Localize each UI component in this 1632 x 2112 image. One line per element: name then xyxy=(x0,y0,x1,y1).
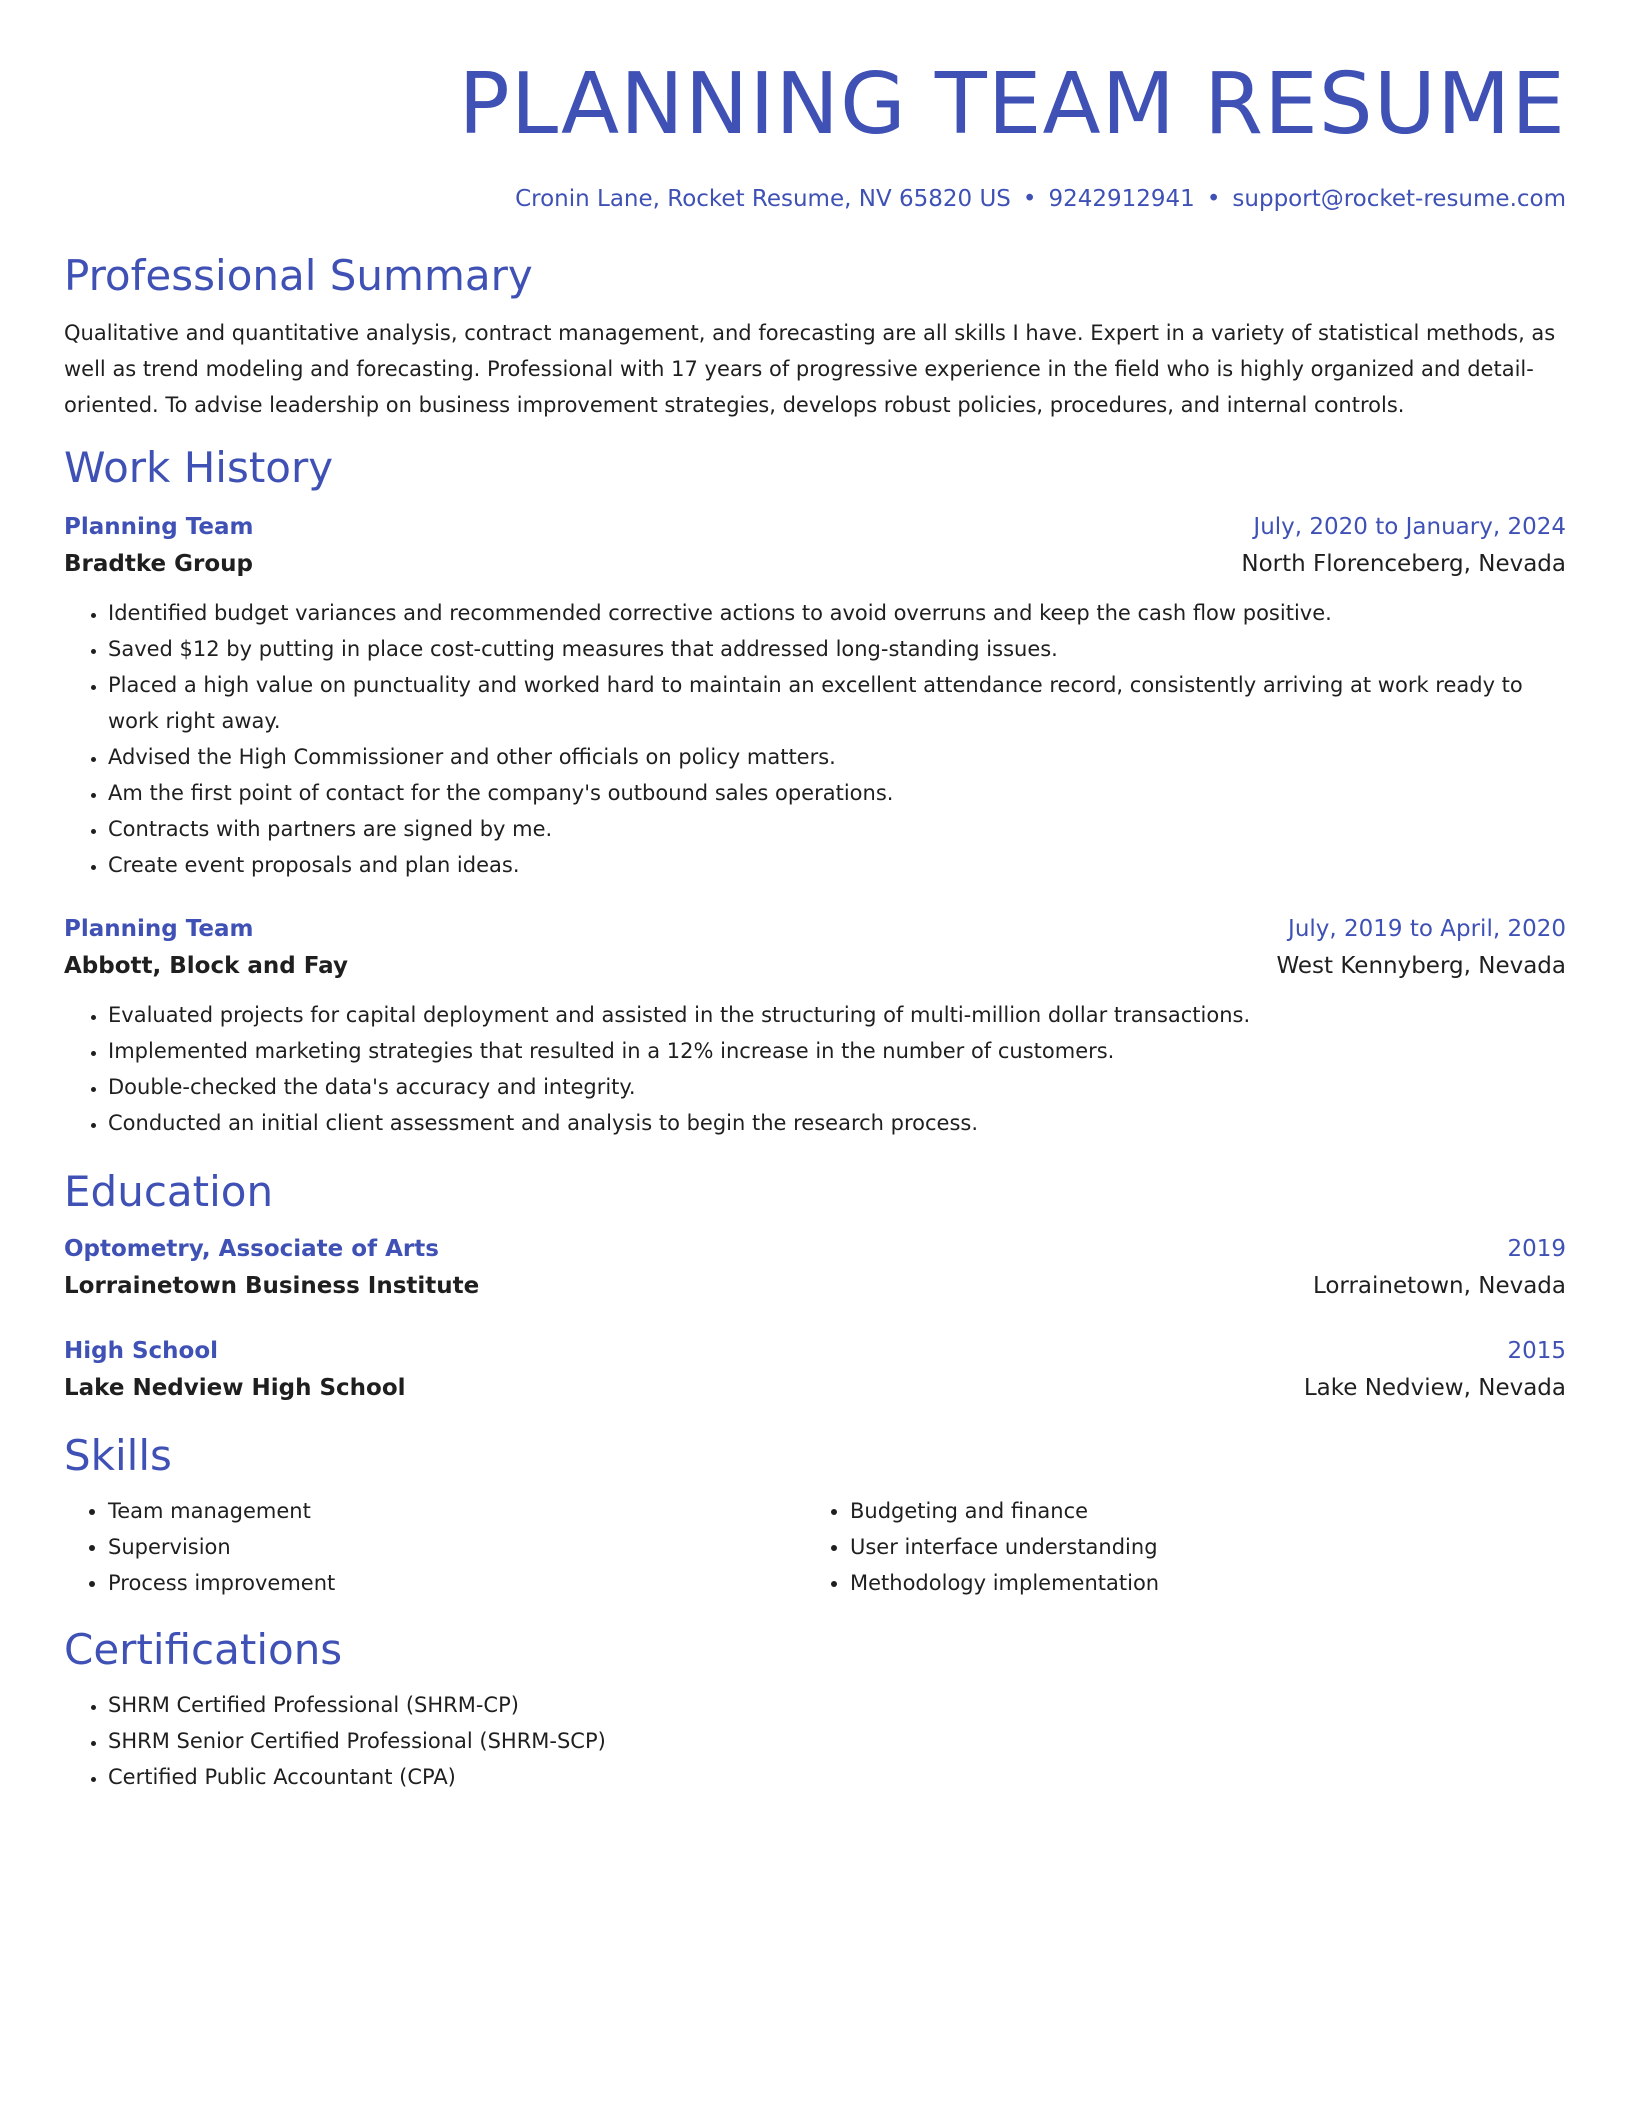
certification-item: • SHRM Certified Professional (SHRM-CP) xyxy=(108,1687,1566,1723)
skill-item: • Methodology implementation xyxy=(850,1565,1548,1601)
education-school: Lake Nedview High School xyxy=(64,1375,406,1401)
certification-item: • SHRM Senior Certified Professional (SHRM-SCP) xyxy=(108,1723,1566,1759)
job-location: West Kennyberg, Nevada xyxy=(1276,953,1566,979)
summary-text: Qualitative and quantitative analysis, contract management, and forecasting are all skills I have. Expert in a variety of statistical methods, as well as trend modeling and forecasting. Professional with 17 years of progressive experience in the field who is highly organized and detail-oriented. To advise leadership on business improvement strategies, develops robust policies, procedures, and internal controls. xyxy=(64,321,1556,417)
contact-phone: 9242912941 xyxy=(1048,186,1195,212)
contact-line xyxy=(64,184,1566,214)
education-location: Lake Nedview, Nevada xyxy=(1303,1375,1566,1401)
certification-item: • Certified Public Accountant (CPA) xyxy=(108,1759,1566,1795)
job-bullets xyxy=(64,997,1566,1141)
education-entry xyxy=(64,1333,1566,1407)
job-bullet: • Am the first point of contact for the company's outbound sales operations. xyxy=(108,775,1566,811)
job-dates: July, 2019 to April, 2020 xyxy=(1288,916,1566,942)
job-bullet: • Conducted an initial client assessment and analysis to begin the research process. xyxy=(108,1105,1566,1141)
skills-section xyxy=(64,1429,1566,1601)
certifications-section xyxy=(64,1623,1566,1795)
education-degree: Optometry, Associate of Arts xyxy=(64,1236,439,1262)
skill-item: • Supervision xyxy=(108,1529,806,1565)
contact-address: Cronin Lane, Rocket Resume, NV 65820 US xyxy=(515,186,1011,212)
job-bullet: • Contracts with partners are signed by me. xyxy=(108,811,1566,847)
job-bullets xyxy=(64,595,1566,883)
section-title-summary: Professional Summary xyxy=(64,251,533,300)
job-bullet: • Saved $12 by putting in place cost-cutting measures that addressed long-standing issues. xyxy=(108,631,1566,667)
education-degree: High School xyxy=(64,1338,219,1364)
job-bullet: • Implemented marketing strategies that resulted in a 12% increase in the number of customers. xyxy=(108,1033,1566,1069)
job-entry xyxy=(64,911,1566,1141)
section-title-certifications: Certifications xyxy=(64,1625,343,1674)
education-section xyxy=(64,1165,1566,1407)
skills-columns xyxy=(64,1493,1566,1601)
work-history-section xyxy=(64,441,1566,1141)
section-title-education: Education xyxy=(64,1167,274,1216)
skills-column-right xyxy=(806,1493,1548,1601)
education-location: Lorrainetown, Nevada xyxy=(1312,1273,1566,1299)
job-bullet: • Identified budget variances and recommended corrective actions to avoid overruns and keep the cash flow positive. xyxy=(108,595,1566,631)
section-title-skills: Skills xyxy=(64,1431,172,1480)
job-bullet: • Create event proposals and plan ideas. xyxy=(108,847,1566,883)
education-year: 2019 xyxy=(1507,1236,1566,1262)
skills-column-left xyxy=(64,1493,806,1601)
contact-separator: • xyxy=(1206,186,1221,212)
skill-item: • User interface understanding xyxy=(850,1529,1548,1565)
education-school: Lorrainetown Business Institute xyxy=(64,1273,480,1299)
summary-section xyxy=(64,249,1566,423)
job-company: Abbott, Block and Fay xyxy=(64,953,348,979)
job-company: Bradtke Group xyxy=(64,551,253,577)
job-bullet: • Advised the High Commissioner and other officials on policy matters. xyxy=(108,739,1566,775)
job-bullet: • Double-checked the data's accuracy and integrity. xyxy=(108,1069,1566,1105)
skill-item: • Process improvement xyxy=(108,1565,806,1601)
certifications-list xyxy=(64,1687,1566,1795)
job-bullet: • Evaluated projects for capital deployment and assisted in the structuring of multi-million dollar transactions. xyxy=(108,997,1566,1033)
section-title-work: Work History xyxy=(64,443,334,492)
job-dates: July, 2020 to January, 2024 xyxy=(1253,514,1566,540)
job-role: Planning Team xyxy=(64,916,254,942)
education-year: 2015 xyxy=(1507,1338,1566,1364)
contact-email[interactable]: support@rocket-resume.com xyxy=(1232,186,1566,212)
job-entry xyxy=(64,509,1566,883)
skill-item: • Budgeting and finance xyxy=(850,1493,1548,1529)
resume-title: PLANNING TEAM RESUME xyxy=(458,55,1566,154)
job-location: North Florenceberg, Nevada xyxy=(1241,551,1566,577)
resume-page xyxy=(64,0,1566,1795)
job-bullet: • Placed a high value on punctuality and worked hard to maintain an excellent attendance record, consistently arriving at work ready to work right away. xyxy=(108,667,1566,739)
education-entry xyxy=(64,1231,1566,1305)
job-role: Planning Team xyxy=(64,514,254,540)
contact-separator: • xyxy=(1022,186,1037,212)
skill-item: • Team management xyxy=(108,1493,806,1529)
